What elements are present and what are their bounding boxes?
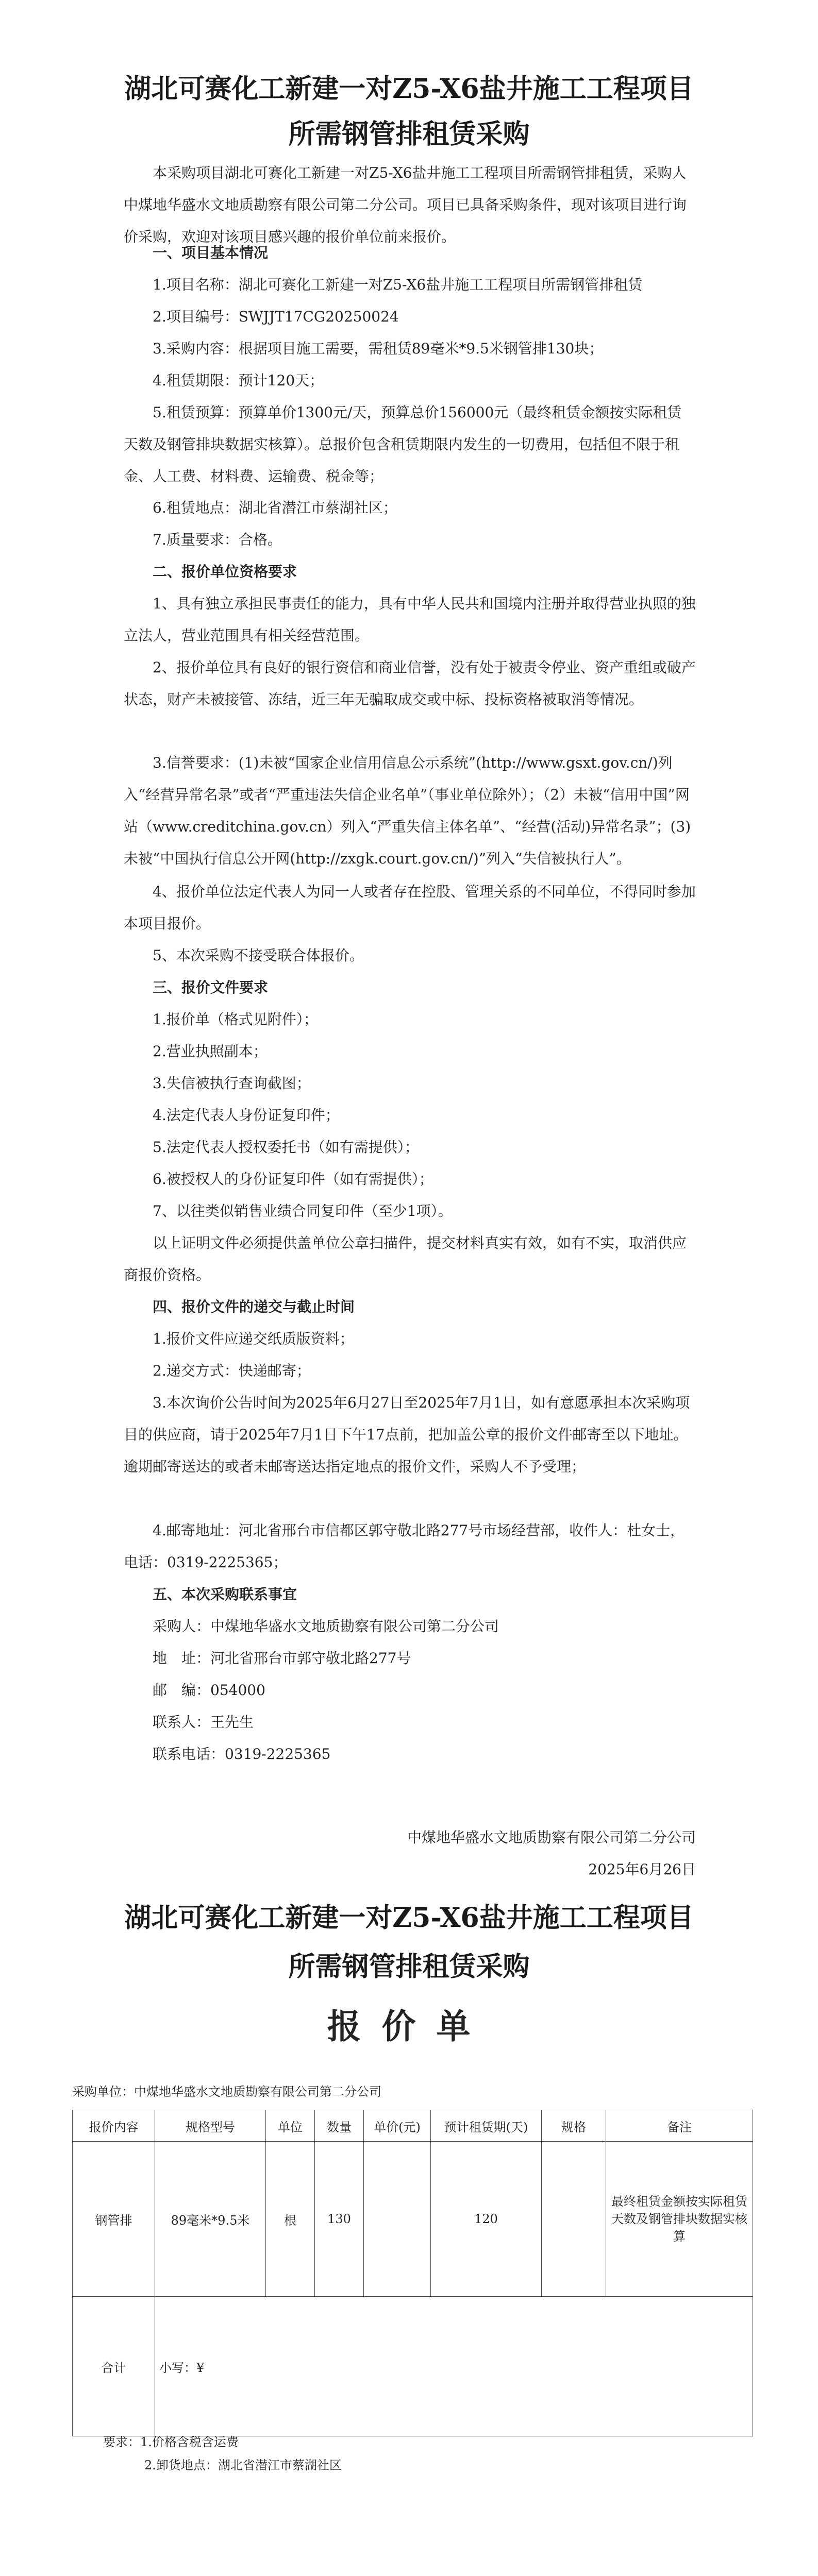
s2-item: 1、具有独立承担民事责任的能力，具有中华人民共和国境内注册并取得营业执照的独立法人，营业范围具有相关经营范围。 xyxy=(124,595,696,644)
table-row xyxy=(73,2142,753,2297)
s1-item: 3.采购内容：根据项目施工需要，需租赁89毫米*9.5米钢管排130块； xyxy=(153,340,604,357)
s4-item: 1.报价文件应递交纸质版资料； xyxy=(153,1330,354,1347)
cell-days: 120 xyxy=(431,2142,542,2297)
quote-table xyxy=(72,2110,753,2436)
s3-item: 6.被授权人的身份证复印件（如有需提供）； xyxy=(153,1171,433,1188)
signature-org: 中煤地华盛水文地质勘察有限公司第二分公司 xyxy=(407,1829,696,1846)
total-label: 合计 xyxy=(73,2297,155,2436)
s1-item: 5.租赁预算：预算单价1300元/天，预算总价156000元（最终租赁金额按实际租赁天数及钢管排块数据实核算）。总报价包含租赁期限内发生的一切费用，包括但不限于租金、人工费、材料费、运输费、税金等； xyxy=(124,404,682,485)
quote-purchaser: 采购单位：中煤地华盛水文地质勘察有限公司第二分公司 xyxy=(72,2084,381,2099)
cell-content: 钢管排 xyxy=(73,2142,155,2297)
s2-item: 4、报价单位法定代表人为同一人或者存在控股、管理关系的不同单位，不得同时参加本项目报价。 xyxy=(124,883,696,932)
section3-heading: 三、报价文件要求 xyxy=(153,979,269,996)
s1-item: 6.租赁地点：湖北省潜江市蔡湖社区； xyxy=(153,499,397,516)
s3-item: 3.失信被执行查询截图； xyxy=(153,1075,311,1092)
section5-heading: 五、本次采购联系事宜 xyxy=(153,1586,297,1603)
contact-postcode: 邮 编：054000 xyxy=(153,1682,265,1699)
s2-item: 2、报价单位具有良好的银行资信和商业信誉，没有处于被责令停业、资产重组或破产状态，财产未被接管、冻结，近三年无骗取成交或中标、投标资格被取消等情况。 xyxy=(124,659,696,708)
cell-spec: 89毫米*9.5米 xyxy=(155,2142,266,2297)
header-cell: 规格型号 xyxy=(155,2110,266,2142)
contact-phone: 联系电话：0319-2225365 xyxy=(153,1745,331,1762)
s1-item: 7.质量要求：合格。 xyxy=(153,531,282,548)
contact-address: 地 址：河北省邢台市郭守敬北路277号 xyxy=(153,1650,411,1667)
s4-item: 4.邮寄地址：河北省邢台市信都区郭守敬北路277号市场经营部，收件人：杜女士，电话：0319-2225365； xyxy=(124,1522,685,1571)
s2-item: 3.信誉要求：(1)未被“国家企业信用信息公示系统”(http://www.gsxt.gov.cn/)列入“经营异常名录”或者“严重违法失信企业名单”（事业单位除外）；（2）未被“信用中国”网站（www.creditchina.gov.cn）列入“严重失信主体名单”、“经营(活动)异常名录”；(3)未被“中国执行信息公开网(http://zxgk.court.gov.cn/)”列入“失信被执行人”。 xyxy=(124,754,691,867)
quote-title-line1: 湖北可赛化工新建一对Z5-X6盐井施工工程项目 xyxy=(124,1902,694,1934)
contact-purchaser: 采购人：中煤地华盛水文地质勘察有限公司第二分公司 xyxy=(153,1618,499,1635)
s1-item: 4.租赁期限：预计120天； xyxy=(153,372,324,389)
cell-qty: 130 xyxy=(315,2142,364,2297)
section1-heading: 一、项目基本情况 xyxy=(153,244,269,261)
cell-remark: 最终租赁金额按实际租赁天数及钢管排块数据实核算 xyxy=(606,2142,753,2297)
s4-item: 3.本次询价公告时间为2025年6月27日至2025年7月1日，如有意愿承担本次采购项目的供应商，请于2025年7月1日下午17点前，把加盖公章的报价文件邮寄至以下地址。逾期邮寄送达的或者未邮寄送达指定地点的报价文件，采购人不予受理； xyxy=(124,1394,690,1475)
header-cell: 报价内容 xyxy=(73,2110,155,2142)
s3-item: 2.营业执照副本； xyxy=(153,1043,268,1060)
header-cell: 单位 xyxy=(266,2110,315,2142)
cell-unit-price[interactable] xyxy=(364,2142,431,2297)
notice-title-line1: 湖北可赛化工新建一对Z5-X6盐井施工工程项目 xyxy=(124,73,694,105)
s4-item: 2.递交方式：快递邮寄； xyxy=(153,1362,311,1379)
notice-intro: 本采购项目湖北可赛化工新建一对Z5-X6盐井施工工程项目所需钢管排租赁，采购人中煤地华盛水文地质勘察有限公司第二分公司。项目已具备采购条件，现对该项目进行询价采购，欢迎对该项目感兴趣的报价单位前来报价。 xyxy=(124,164,687,245)
s3-item: 5.法定代表人授权委托书（如有需提供）； xyxy=(153,1139,419,1156)
header-cell: 预计租赁期(天) xyxy=(431,2110,542,2142)
s1-item: 1.项目名称：湖北可赛化工新建一对Z5-X6盐井施工工程项目所需钢管排租赁 xyxy=(153,276,643,293)
quote-form-title: 报价单 xyxy=(327,2006,491,2046)
header-cell: 数量 xyxy=(315,2110,364,2142)
cell-unit: 根 xyxy=(266,2142,315,2297)
table-header-row xyxy=(73,2110,753,2142)
header-cell: 规格 xyxy=(542,2110,606,2142)
s2-item: 5、本次采购不接受联合体报价。 xyxy=(153,947,364,964)
s3-item: 4.法定代表人身份证复印件； xyxy=(153,1107,340,1124)
requirement-2: 2.卸货地点：湖北省潜江市蔡湖社区 xyxy=(144,2458,342,2472)
header-cell: 单价(元) xyxy=(364,2110,431,2142)
table-total-row xyxy=(73,2297,753,2436)
s3-item: 1.报价单（格式见附件）； xyxy=(153,1011,318,1028)
header-cell: 备注 xyxy=(606,2110,753,2142)
section2-heading: 二、报价单位资格要求 xyxy=(153,563,297,580)
section4-heading: 四、报价文件的递交与截止时间 xyxy=(153,1298,355,1315)
s3-note: 以上证明文件必须提供盖单位公章扫描件，提交材料真实有效，如有不实，取消供应商报价资格。 xyxy=(124,1234,687,1283)
total-value[interactable]: 小写：¥ xyxy=(155,2297,753,2436)
requirement-1: 要求：1.价格含税含运费 xyxy=(103,2435,239,2449)
signature-date: 2025年6月26日 xyxy=(588,1861,696,1878)
notice-title-line2: 所需钢管排租赁采购 xyxy=(288,118,530,150)
cell-spec2[interactable] xyxy=(542,2142,606,2297)
s1-item: 2.项目编号：SWJJT17CG20250024 xyxy=(153,308,399,325)
s3-item: 7、以往类似销售业绩合同复印件（至少1项）。 xyxy=(153,1202,453,1219)
contact-person: 联系人：王先生 xyxy=(153,1714,254,1731)
quote-title-line2: 所需钢管排租赁采购 xyxy=(288,1951,530,1982)
